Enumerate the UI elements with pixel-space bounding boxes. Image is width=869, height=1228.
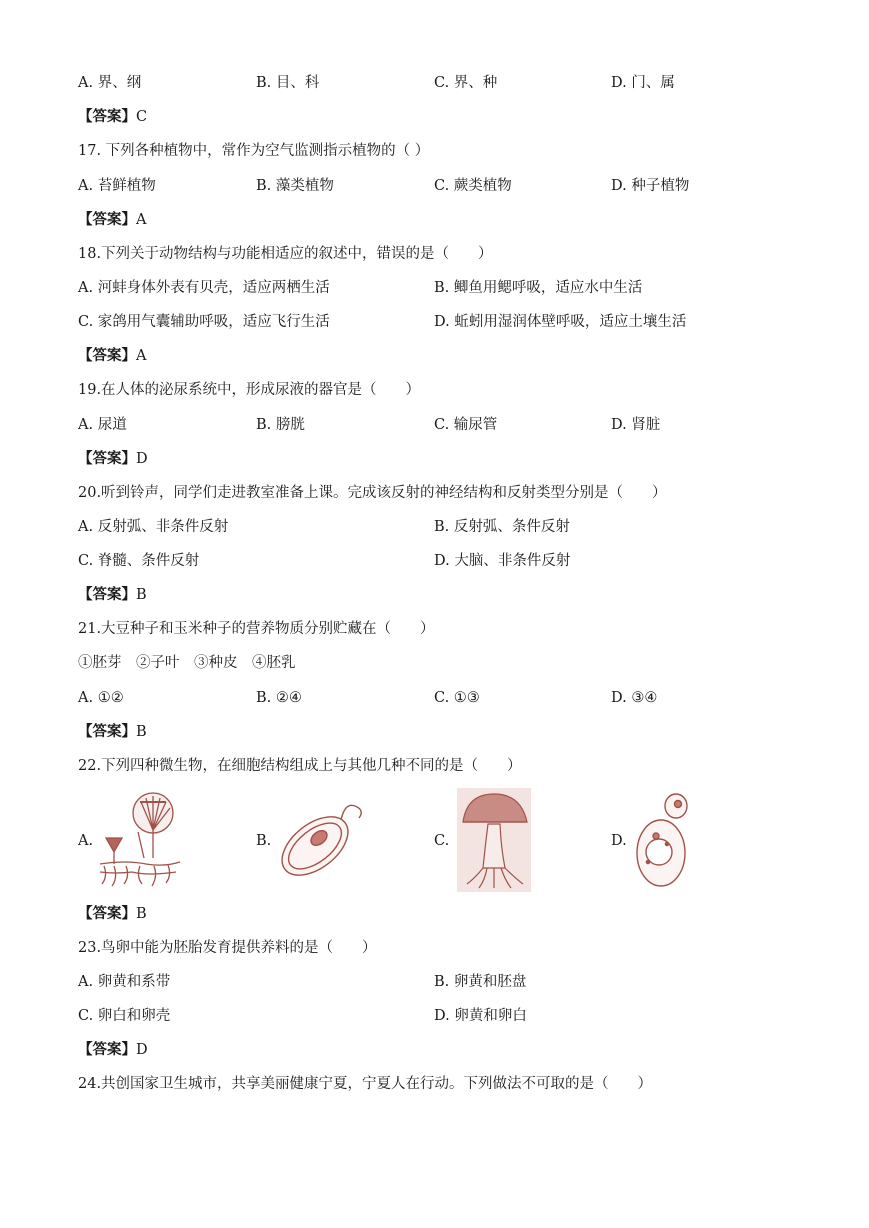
answer-label: 【答案】 (78, 347, 136, 364)
answer-value: D (136, 451, 148, 467)
q17-option-a: A. 苔鲜植物 (78, 178, 156, 194)
q21-option-c: C. ①③ (434, 690, 480, 706)
q19-option-c: C. 输尿管 (434, 417, 498, 433)
q23-option-a: A. 卵黄和系带 (78, 974, 171, 990)
q17-answer (78, 210, 146, 230)
q19-option-b: B. 膀胱 (256, 417, 305, 433)
q23-option-d: D. 卵黄和卵白 (434, 1008, 527, 1024)
q22-option-d: D. (611, 833, 627, 849)
q19-option-d: D. 肾脏 (611, 417, 661, 433)
answer-value: C (136, 109, 148, 125)
q22-answer (78, 904, 147, 924)
q20-option-b: B. 反射弧、条件反射 (434, 519, 570, 535)
q22-option-a: A. (78, 833, 94, 849)
answer-value: A (136, 212, 147, 228)
q18-option-b: B. 鲫鱼用鳃呼吸，适应水中生活 (434, 280, 643, 296)
q23-option-c: C. 卵白和卵壳 (78, 1008, 171, 1024)
q19-answer (78, 449, 148, 469)
q24-stem: 24.共创国家卫生城市，共享美丽健康宁夏，宁夏人在行动。下列做法不可取的是（ ） (78, 1076, 653, 1092)
q16-option-c: C. 界、种 (434, 75, 498, 91)
q20-option-c: C. 脊髓、条件反射 (78, 553, 200, 569)
answer-label: 【答案】 (78, 211, 136, 228)
q23-stem: 23.鸟卵中能为胚胎发育提供养料的是（ ） (78, 940, 377, 956)
q21-answer (78, 722, 147, 742)
answer-label: 【答案】 (78, 905, 136, 922)
q20-option-a: A. 反射弧、非条件反射 (78, 519, 229, 535)
answer-label: 【答案】 (78, 586, 136, 603)
q20-answer (78, 585, 147, 605)
q19-option-a: A. 尿道 (78, 417, 127, 433)
yeast-illustration (634, 790, 694, 890)
q17-option-b: B. 藻类植物 (256, 178, 334, 194)
q22-option-c: C. (434, 833, 450, 849)
q22-stem: 22.下列四种微生物，在细胞结构组成上与其他几种不同的是（ ） (78, 758, 522, 774)
q22-option-b: B. (256, 833, 272, 849)
q17-option-c: C. 蕨类植物 (434, 178, 512, 194)
answer-label: 【答案】 (78, 450, 136, 467)
answer-value: B (136, 724, 147, 740)
answer-value: B (136, 906, 147, 922)
answer-label: 【答案】 (78, 723, 136, 740)
answer-label: 【答案】 (78, 108, 136, 125)
q17-option-d: D. 种子植物 (611, 178, 690, 194)
q20-stem: 20.听到铃声，同学们走进教室准备上课。完成该反射的神经结构和反射类型分别是（ ） (78, 485, 667, 501)
q19-stem: 19.在人体的泌尿系统中，形成尿液的器官是（ ） (78, 382, 421, 398)
q18-option-d: D. 蚯蚓用湿润体壁呼吸，适应土壤生活 (434, 314, 687, 330)
q16-option-b: B. 目、科 (256, 75, 320, 91)
bacterium-illustration (275, 796, 369, 884)
answer-value: B (136, 587, 147, 603)
q16-option-a: A. 界、纲 (78, 75, 142, 91)
q23-answer (78, 1040, 148, 1060)
q18-option-a: A. 河蚌身体外表有贝壳，适应两栖生活 (78, 280, 330, 296)
q21-option-b: B. ②④ (256, 690, 302, 706)
mold-illustration (96, 790, 184, 888)
q18-option-c: C. 家鸽用气囊辅助呼吸，适应飞行生活 (78, 314, 330, 330)
q18-stem: 18.下列关于动物结构与功能相适应的叙述中，错误的是（ ） (78, 246, 493, 262)
q18-answer (78, 346, 146, 366)
q16-option-d: D. 门、属 (611, 75, 675, 91)
q21-option-a: A. ①② (78, 690, 124, 706)
q17-stem: 17. 下列各种植物中，常作为空气监测指示植物的（ ） (78, 143, 430, 159)
mushroom-illustration (457, 788, 531, 892)
answer-label: 【答案】 (78, 1041, 136, 1058)
q21-stem: 21.大豆种子和玉米种子的营养物质分别贮藏在（ ） (78, 621, 435, 637)
q21-items: ①胚芽 ②子叶 ③种皮 ④胚乳 (78, 655, 296, 671)
q20-option-d: D. 大脑、非条件反射 (434, 553, 571, 569)
q16-answer (78, 107, 147, 127)
answer-value: A (136, 348, 147, 364)
answer-value: D (136, 1042, 148, 1058)
q21-option-d: D. ③④ (611, 690, 658, 706)
q23-option-b: B. 卵黄和胚盘 (434, 974, 527, 990)
